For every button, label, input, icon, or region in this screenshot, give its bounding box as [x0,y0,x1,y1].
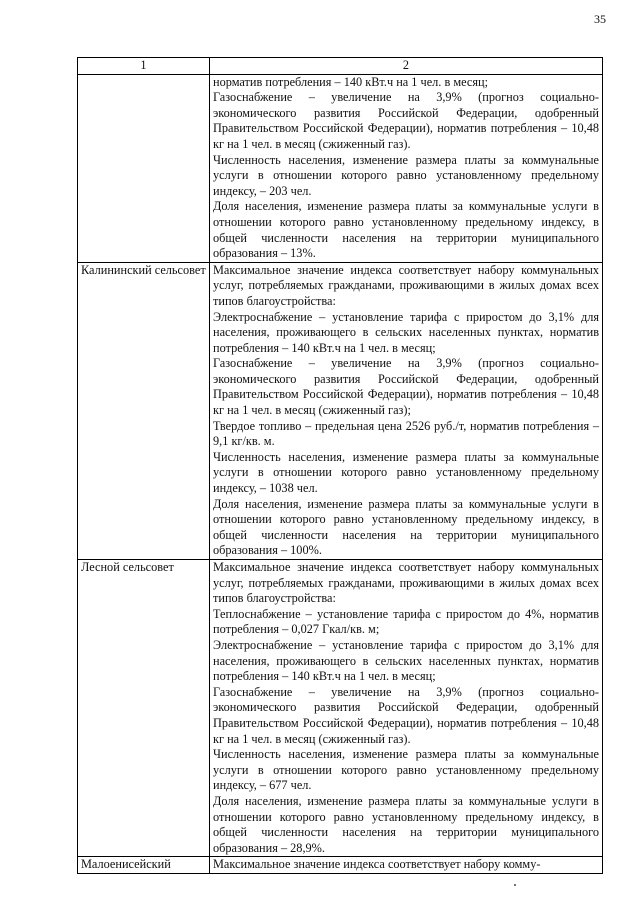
description-paragraph: Твердое топливо – предельная цена 2526 руб./т, норматив потребления – 9,1 кг/кв. м. [213,418,599,449]
municipality-cell [78,74,210,262]
description-paragraph: Доля населения, изменение размера платы за коммунальные услуги в отношении которого равно установленному предельному индексу, в общей численности населения на территории муниципального образования – 28,9%. [213,793,599,855]
municipality-cell: Калининский сельсовет [78,262,210,559]
page-number: 35 [594,12,606,26]
description-paragraph: Газоснабжение – увеличение на 3,9% (прогноз социально-экономического развития Российской Федерации, одобренный Правительством Российской Федерации), норматив потребления – 10,48 кг на 1 чел. в месяц (сжиженный газ). [213,90,599,151]
table-row [78,560,603,857]
description-paragraph: Доля населения, изменение размера платы за коммунальные услуги в отношении которого равно установленному предельному индексу, в общей численности населения на территории муниципального образования – 13%. [213,199,599,261]
table-header-row [78,58,603,75]
municipality-cell: Лесной сельсовет [78,560,210,857]
description-cell [210,857,603,874]
description-paragraph: Численность населения, изменение размера платы за коммунальные услуги в отношении которого равно установленному предельному индексу, – 677 чел. [213,747,599,793]
table-row [78,74,603,262]
description-cell [210,74,603,262]
table-row [78,262,603,559]
description-paragraph: Теплоснабжение – установление тарифа с приростом до 4%, норматив потребления – 0,027 Гкал/кв. м; [213,606,599,637]
description-paragraph: Численность населения, изменение размера платы за коммунальные услуги в отношении которого равно установленному предельному индексу, – 203 чел. [213,152,599,198]
description-paragraph: Максимальное значение индекса соответствует набору комму- [213,857,541,872]
description-cell [210,560,603,857]
description-paragraph: Максимальное значение индекса соответствует набору коммунальных услуг, потребляемых гражданами, проживающими в жилых домах всех типов благоустройства: [213,262,599,308]
column-header-1: 1 [78,58,210,75]
description-paragraph: Электроснабжение – установление тарифа с приростом до 3,1% для населения, проживающего в сельских населенных пунктах, норматив потребления – 140 кВт.ч на 1 чел. в месяц; [213,637,599,684]
municipality-cell: Малоенисейский [78,857,210,874]
description-paragraph: Газоснабжение – увеличение на 3,9% (прогноз социально-экономического развития Российской Федерации, одобренный Правительством Российской Федерации), норматив потребления – 10,48 кг на 1 чел. в месяц (сжиженный газ); [213,356,599,418]
description-cell [210,262,603,559]
table-body [78,74,603,873]
description-paragraph: Газоснабжение – увеличение на 3,9% (прогноз социально-экономического развития Российской Федерации, одобренный Правительством Российской Федерации), норматив потребления – 10,48 кг на 1 чел. в месяц (сжиженный газ). [213,684,599,746]
description-paragraph: норматив потребления – 140 кВт.ч на 1 чел. в месяц; [213,74,488,89]
column-header-2: 2 [210,58,603,75]
description-paragraph: Численность населения, изменение размера платы за коммунальные услуги в отношении которого равно установленному предельному индексу, – 1038 чел. [213,449,599,496]
tariff-index-table [77,57,603,874]
description-paragraph: Максимальное значение индекса соответствует набору коммунальных услуг, потребляемых гражданами, проживающими в жилых домах всех типов благоустройства: [213,560,599,606]
table-row [78,857,603,874]
description-paragraph: Электроснабжение – установление тарифа с приростом до 3,1% для населения, проживающего в сельских населенных пунктах, норматив потребления – 140 кВт.ч на 1 чел. в месяц; [213,309,599,355]
scan-speck [514,884,516,886]
description-paragraph: Доля населения, изменение размера платы за коммунальные услуги в отношении которого равно установленному предельному индексу, в общей численности населения на территории муниципального образования – 100%. [213,496,599,558]
